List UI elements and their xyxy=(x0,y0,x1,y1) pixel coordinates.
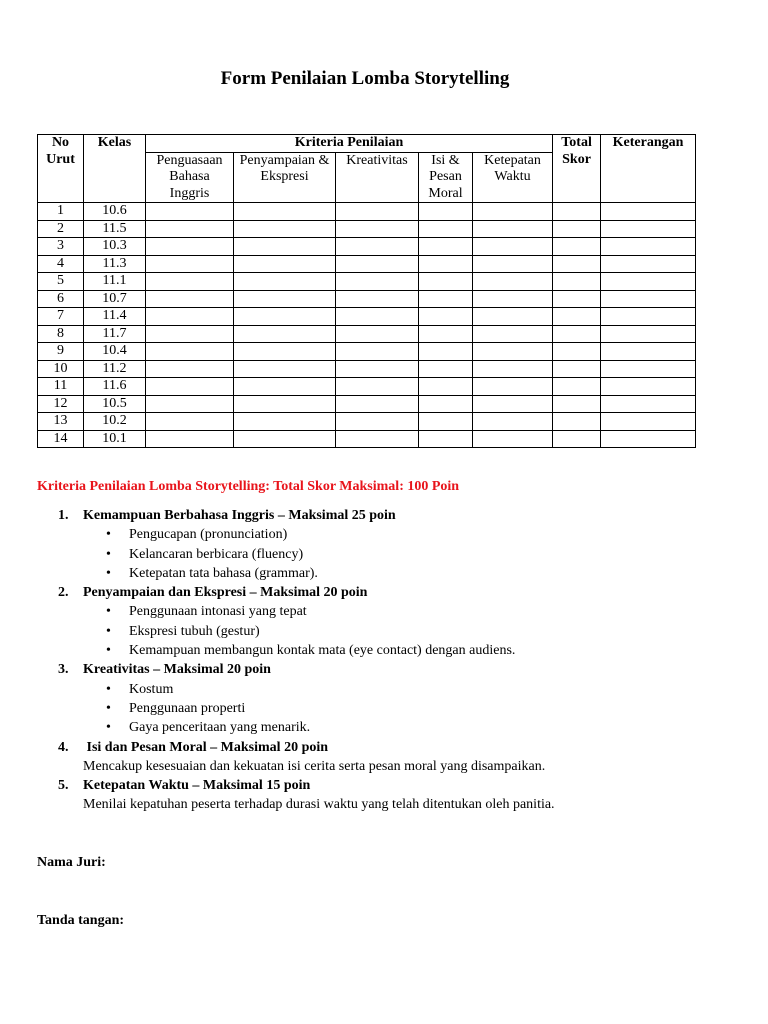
criteria-bullet xyxy=(37,641,737,660)
criteria-bullet-text: Kostum xyxy=(129,681,174,697)
criteria-item-number: 4. xyxy=(58,739,69,755)
cell-total-skor[interactable] xyxy=(553,308,601,326)
cell-penyampaian-ekspresi[interactable] xyxy=(234,255,336,273)
bullet-dot-icon: • xyxy=(106,700,111,716)
criteria-bullet xyxy=(37,525,737,544)
cell-ketepatan-waktu[interactable] xyxy=(473,255,553,273)
cell-keterangan[interactable] xyxy=(601,308,696,326)
criteria-bullet-text: Penggunaan properti xyxy=(129,700,246,716)
cell-kreativitas[interactable] xyxy=(336,308,419,326)
criteria-item-title xyxy=(37,660,737,679)
table-row xyxy=(38,308,696,326)
subheader-penguasaan-bahasa: Penguasaan Bahasa Inggris xyxy=(146,152,234,203)
cell-total-skor[interactable] xyxy=(553,220,601,238)
bullet-dot-icon: • xyxy=(106,681,111,697)
cell-total-skor[interactable] xyxy=(553,255,601,273)
cell-penguasaan-bahasa[interactable] xyxy=(146,430,234,448)
cell-no-urut: 12 xyxy=(38,395,84,413)
cell-isi-pesan-moral[interactable] xyxy=(419,378,473,396)
cell-isi-pesan-moral[interactable] xyxy=(419,220,473,238)
criteria-item-title-text: Isi dan Pesan Moral – Maksimal 20 poin xyxy=(83,739,329,755)
cell-penyampaian-ekspresi[interactable] xyxy=(234,395,336,413)
cell-kelas: 10.2 xyxy=(84,413,146,431)
criteria-heading: Kriteria Penilaian Lomba Storytelling: Total Skor Maksimal: 100 Poin xyxy=(37,479,460,494)
cell-kreativitas[interactable] xyxy=(336,255,419,273)
cell-no-urut: 10 xyxy=(38,360,84,378)
cell-penguasaan-bahasa[interactable] xyxy=(146,395,234,413)
cell-isi-pesan-moral[interactable] xyxy=(419,203,473,221)
cell-no-urut: 1 xyxy=(38,203,84,221)
cell-total-skor[interactable] xyxy=(553,290,601,308)
criteria-item-title xyxy=(37,583,737,602)
criteria-bullet-text: Penggunaan intonasi yang tepat xyxy=(129,604,307,620)
cell-no-urut: 5 xyxy=(38,273,84,291)
cell-total-skor[interactable] xyxy=(553,238,601,256)
cell-kreativitas[interactable] xyxy=(336,360,419,378)
cell-ketepatan-waktu[interactable] xyxy=(473,220,553,238)
header-no-urut: No Urut xyxy=(38,135,84,203)
cell-kreativitas[interactable] xyxy=(336,413,419,431)
cell-penyampaian-ekspresi[interactable] xyxy=(234,290,336,308)
cell-keterangan[interactable] xyxy=(601,220,696,238)
cell-penyampaian-ekspresi[interactable] xyxy=(234,220,336,238)
subheader-isi-pesan-moral: Isi & Pesan Moral xyxy=(419,152,473,203)
cell-penguasaan-bahasa[interactable] xyxy=(146,290,234,308)
signature-label: Tanda tangan: xyxy=(37,913,125,928)
header-kelas: Kelas xyxy=(84,135,146,203)
cell-keterangan[interactable] xyxy=(601,203,696,221)
table-row xyxy=(38,220,696,238)
cell-kelas: 11.2 xyxy=(84,360,146,378)
criteria-bullet-text: Ketepatan tata bahasa (grammar). xyxy=(129,565,318,581)
bullet-dot-icon: • xyxy=(106,565,111,581)
cell-penyampaian-ekspresi[interactable] xyxy=(234,413,336,431)
cell-penyampaian-ekspresi[interactable] xyxy=(234,378,336,396)
cell-kelas: 10.7 xyxy=(84,290,146,308)
cell-kelas: 10.4 xyxy=(84,343,146,361)
cell-keterangan[interactable] xyxy=(601,325,696,343)
criteria-bullet xyxy=(37,718,737,737)
cell-isi-pesan-moral[interactable] xyxy=(419,413,473,431)
cell-ketepatan-waktu[interactable] xyxy=(473,360,553,378)
criteria-bullet xyxy=(37,545,737,564)
criteria-bullet xyxy=(37,680,737,699)
cell-keterangan[interactable] xyxy=(601,290,696,308)
subheader-penyampaian-ekspresi: Penyampaian & Ekspresi xyxy=(234,152,336,203)
table-row xyxy=(38,255,696,273)
cell-total-skor[interactable] xyxy=(553,395,601,413)
cell-ketepatan-waktu[interactable] xyxy=(473,325,553,343)
cell-no-urut: 8 xyxy=(38,325,84,343)
cell-penguasaan-bahasa[interactable] xyxy=(146,343,234,361)
cell-no-urut: 11 xyxy=(38,378,84,396)
criteria-bullet-text: Kelancaran berbicara (fluency) xyxy=(129,546,304,562)
criteria-bullet-text: Gaya penceritaan yang menarik. xyxy=(129,720,311,736)
cell-isi-pesan-moral[interactable] xyxy=(419,308,473,326)
table-row xyxy=(38,290,696,308)
cell-total-skor[interactable] xyxy=(553,203,601,221)
cell-no-urut: 14 xyxy=(38,430,84,448)
cell-no-urut: 2 xyxy=(38,220,84,238)
criteria-item-title-text: Kemampuan Berbahasa Inggris – Maksimal 25 poin xyxy=(83,508,396,523)
cell-ketepatan-waktu[interactable] xyxy=(473,203,553,221)
cell-isi-pesan-moral[interactable] xyxy=(419,395,473,413)
table-row xyxy=(38,360,696,378)
cell-isi-pesan-moral[interactable] xyxy=(419,360,473,378)
cell-total-skor[interactable] xyxy=(553,273,601,291)
cell-ketepatan-waktu[interactable] xyxy=(473,343,553,361)
cell-penguasaan-bahasa[interactable] xyxy=(146,360,234,378)
cell-penyampaian-ekspresi[interactable] xyxy=(234,308,336,326)
cell-kelas: 11.1 xyxy=(84,273,146,291)
score-table xyxy=(37,134,696,448)
bullet-dot-icon: • xyxy=(106,720,111,736)
cell-kelas: 10.1 xyxy=(84,430,146,448)
cell-kreativitas[interactable] xyxy=(336,203,419,221)
table-row xyxy=(38,378,696,396)
cell-no-urut: 9 xyxy=(38,343,84,361)
cell-no-urut: 13 xyxy=(38,413,84,431)
table-row xyxy=(38,238,696,256)
cell-ketepatan-waktu[interactable] xyxy=(473,308,553,326)
criteria-item-title-text: Ketepatan Waktu – Maksimal 15 poin xyxy=(83,778,311,794)
cell-keterangan[interactable] xyxy=(601,255,696,273)
cell-keterangan[interactable] xyxy=(601,413,696,431)
cell-keterangan[interactable] xyxy=(601,273,696,291)
cell-kreativitas[interactable] xyxy=(336,325,419,343)
cell-penguasaan-bahasa[interactable] xyxy=(146,273,234,291)
cell-penguasaan-bahasa[interactable] xyxy=(146,325,234,343)
cell-no-urut: 4 xyxy=(38,255,84,273)
cell-ketepatan-waktu[interactable] xyxy=(473,378,553,396)
criteria-item-title-text: Kreativitas – Maksimal 20 poin xyxy=(83,662,271,678)
page-title: Form Penilaian Lomba Storytelling xyxy=(220,68,510,89)
cell-penguasaan-bahasa[interactable] xyxy=(146,255,234,273)
bullet-dot-icon: • xyxy=(106,527,111,543)
table-row xyxy=(38,203,696,221)
cell-kelas: 10.5 xyxy=(84,395,146,413)
cell-no-urut: 7 xyxy=(38,308,84,326)
cell-penyampaian-ekspresi[interactable] xyxy=(234,343,336,361)
cell-total-skor[interactable] xyxy=(553,360,601,378)
criteria-item-number: 1. xyxy=(58,508,69,523)
criteria-bullet-text: Pengucapan (pronunciation) xyxy=(129,527,288,543)
cell-keterangan[interactable] xyxy=(601,378,696,396)
cell-isi-pesan-moral[interactable] xyxy=(419,343,473,361)
cell-no-urut: 6 xyxy=(38,290,84,308)
cell-kelas: 10.6 xyxy=(84,203,146,221)
cell-isi-pesan-moral[interactable] xyxy=(419,255,473,273)
cell-ketepatan-waktu[interactable] xyxy=(473,430,553,448)
cell-kreativitas[interactable] xyxy=(336,220,419,238)
cell-keterangan[interactable] xyxy=(601,430,696,448)
cell-penguasaan-bahasa[interactable] xyxy=(146,378,234,396)
score-table-body xyxy=(38,203,696,448)
cell-isi-pesan-moral[interactable] xyxy=(419,290,473,308)
cell-penyampaian-ekspresi[interactable] xyxy=(234,430,336,448)
table-row xyxy=(38,325,696,343)
bullet-dot-icon: • xyxy=(106,604,111,620)
cell-ketepatan-waktu[interactable] xyxy=(473,290,553,308)
criteria-list xyxy=(37,506,737,815)
bullet-dot-icon: • xyxy=(106,623,111,639)
cell-keterangan[interactable] xyxy=(601,238,696,256)
cell-ketepatan-waktu[interactable] xyxy=(473,273,553,291)
cell-kreativitas[interactable] xyxy=(336,430,419,448)
criteria-bullet-text: Kemampuan membangun kontak mata (eye contact) dengan audiens. xyxy=(129,643,516,659)
header-total-skor: Total Skor xyxy=(553,135,601,203)
cell-kreativitas[interactable] xyxy=(336,395,419,413)
cell-total-skor[interactable] xyxy=(553,413,601,431)
cell-kelas: 11.6 xyxy=(84,378,146,396)
cell-penyampaian-ekspresi[interactable] xyxy=(234,325,336,343)
judge-name-label: Nama Juri: xyxy=(37,855,106,870)
cell-keterangan[interactable] xyxy=(601,395,696,413)
criteria-item-description: Menilai kepatuhan peserta terhadap durasi waktu yang telah ditentukan oleh panitia. xyxy=(83,797,555,813)
cell-ketepatan-waktu[interactable] xyxy=(473,413,553,431)
header-kriteria-penilaian: Kriteria Penilaian xyxy=(146,135,553,153)
cell-no-urut: 3 xyxy=(38,238,84,256)
criteria-item-title-text: Penyampaian dan Ekspresi – Maksimal 20 poin xyxy=(83,585,368,601)
cell-penyampaian-ekspresi[interactable] xyxy=(234,238,336,256)
criteria-bullet-text: Ekspresi tubuh (gestur) xyxy=(129,623,260,639)
criteria-bullet xyxy=(37,564,737,583)
criteria-item-title xyxy=(37,738,737,757)
subheader-ketepatan-waktu: Ketepatan Waktu xyxy=(473,152,553,203)
cell-kelas: 11.7 xyxy=(84,325,146,343)
criteria-item-title xyxy=(37,506,737,525)
criteria-bullet xyxy=(37,602,737,621)
cell-penyampaian-ekspresi[interactable] xyxy=(234,203,336,221)
cell-kelas: 11.5 xyxy=(84,220,146,238)
cell-kelas: 10.3 xyxy=(84,238,146,256)
subheader-kreativitas: Kreativitas xyxy=(336,152,419,203)
criteria-bullet xyxy=(37,699,737,718)
cell-keterangan[interactable] xyxy=(601,343,696,361)
cell-penguasaan-bahasa[interactable] xyxy=(146,308,234,326)
criteria-item-number: 2. xyxy=(58,585,69,601)
cell-penguasaan-bahasa[interactable] xyxy=(146,220,234,238)
criteria-bullet xyxy=(37,622,737,641)
criteria-item-number: 5. xyxy=(58,778,69,794)
criteria-item-title xyxy=(37,776,737,795)
bullet-dot-icon: • xyxy=(106,643,111,659)
header-keterangan: Keterangan xyxy=(601,135,696,203)
cell-penguasaan-bahasa[interactable] xyxy=(146,203,234,221)
table-row xyxy=(38,395,696,413)
cell-penyampaian-ekspresi[interactable] xyxy=(234,273,336,291)
cell-total-skor[interactable] xyxy=(553,343,601,361)
cell-isi-pesan-moral[interactable] xyxy=(419,430,473,448)
cell-keterangan[interactable] xyxy=(601,360,696,378)
cell-kreativitas[interactable] xyxy=(336,290,419,308)
cell-total-skor[interactable] xyxy=(553,378,601,396)
bullet-dot-icon: • xyxy=(106,546,111,562)
criteria-item-description: Mencakup kesesuaian dan kekuatan isi cerita serta pesan moral yang disampaikan. xyxy=(83,758,546,774)
cell-kelas: 11.3 xyxy=(84,255,146,273)
cell-kreativitas[interactable] xyxy=(336,343,419,361)
table-row xyxy=(38,343,696,361)
cell-kreativitas[interactable] xyxy=(336,378,419,396)
cell-ketepatan-waktu[interactable] xyxy=(473,395,553,413)
cell-penyampaian-ekspresi[interactable] xyxy=(234,360,336,378)
cell-penguasaan-bahasa[interactable] xyxy=(146,238,234,256)
cell-isi-pesan-moral[interactable] xyxy=(419,325,473,343)
cell-total-skor[interactable] xyxy=(553,430,601,448)
cell-total-skor[interactable] xyxy=(553,325,601,343)
cell-kreativitas[interactable] xyxy=(336,273,419,291)
table-row xyxy=(38,413,696,431)
cell-kelas: 11.4 xyxy=(84,308,146,326)
table-row xyxy=(38,273,696,291)
cell-penguasaan-bahasa[interactable] xyxy=(146,413,234,431)
table-row xyxy=(38,430,696,448)
cell-isi-pesan-moral[interactable] xyxy=(419,238,473,256)
cell-isi-pesan-moral[interactable] xyxy=(419,273,473,291)
cell-kreativitas[interactable] xyxy=(336,238,419,256)
criteria-item-number: 3. xyxy=(58,662,69,678)
cell-ketepatan-waktu[interactable] xyxy=(473,238,553,256)
